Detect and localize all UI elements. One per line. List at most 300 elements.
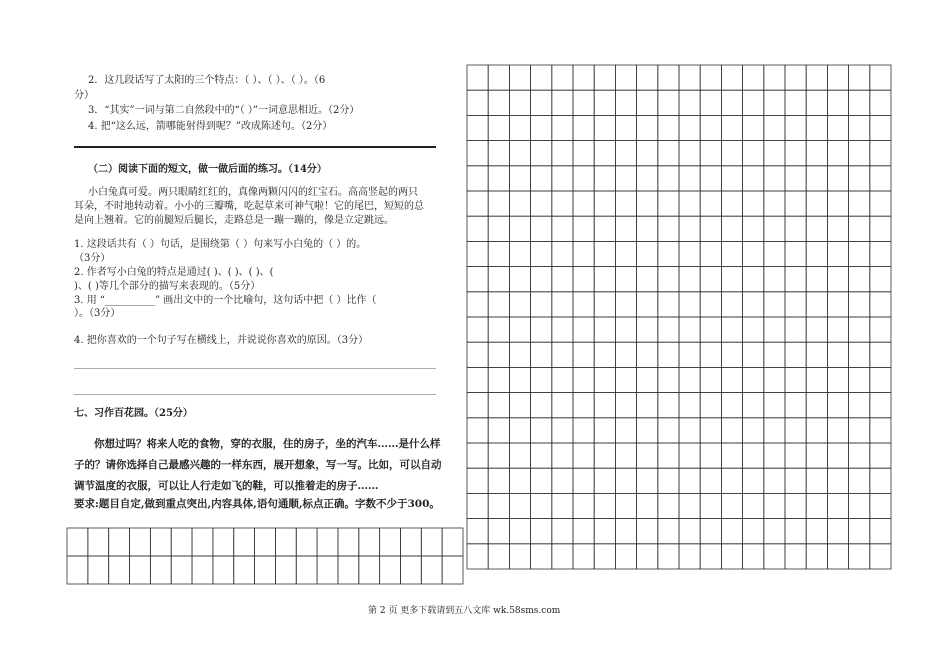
grid-cell[interactable] <box>615 65 636 90</box>
grid-cell[interactable] <box>658 443 679 468</box>
grid-cell[interactable] <box>509 342 530 367</box>
grid-cell[interactable] <box>700 367 721 392</box>
grid-cell[interactable] <box>488 191 509 216</box>
grid-cell[interactable] <box>509 393 530 418</box>
grid-cell[interactable] <box>594 65 615 90</box>
grid-cell[interactable] <box>827 166 848 191</box>
grid-cell[interactable] <box>849 468 870 493</box>
grid-cell[interactable] <box>573 519 594 544</box>
grid-cell[interactable] <box>679 519 700 544</box>
grid-cell[interactable] <box>255 556 276 584</box>
grid-cell[interactable] <box>488 493 509 518</box>
grid-cell[interactable] <box>552 418 573 443</box>
grid-cell[interactable] <box>467 90 488 115</box>
grid-cell[interactable] <box>171 556 192 584</box>
grid-cell[interactable] <box>849 493 870 518</box>
grid-cell[interactable] <box>615 443 636 468</box>
grid-cell[interactable] <box>743 342 764 367</box>
grid-cell[interactable] <box>615 191 636 216</box>
grid-cell[interactable] <box>509 317 530 342</box>
grid-cell[interactable] <box>552 166 573 191</box>
grid-cell[interactable] <box>785 90 806 115</box>
grid-cell[interactable] <box>192 528 213 556</box>
grid-cell[interactable] <box>785 292 806 317</box>
grid-cell[interactable] <box>658 141 679 166</box>
grid-cell[interactable] <box>488 367 509 392</box>
grid-cell[interactable] <box>615 342 636 367</box>
grid-cell[interactable] <box>552 544 573 569</box>
grid-cell[interactable] <box>594 342 615 367</box>
grid-cell[interactable] <box>637 65 658 90</box>
grid-cell[interactable] <box>785 393 806 418</box>
grid-cell[interactable] <box>150 556 171 584</box>
grid-cell[interactable] <box>700 544 721 569</box>
grid-cell[interactable] <box>552 141 573 166</box>
grid-cell[interactable] <box>721 544 742 569</box>
grid-cell[interactable] <box>615 141 636 166</box>
grid-cell[interactable] <box>658 418 679 443</box>
grid-cell[interactable] <box>764 443 785 468</box>
grid-cell[interactable] <box>743 468 764 493</box>
grid-cell[interactable] <box>552 443 573 468</box>
grid-cell[interactable] <box>150 528 171 556</box>
grid-cell[interactable] <box>743 418 764 443</box>
grid-cell[interactable] <box>806 493 827 518</box>
grid-cell[interactable] <box>849 317 870 342</box>
grid-cell[interactable] <box>721 267 742 292</box>
grid-cell[interactable] <box>827 367 848 392</box>
grid-cell[interactable] <box>849 519 870 544</box>
grid-cell[interactable] <box>552 292 573 317</box>
grid-cell[interactable] <box>700 493 721 518</box>
grid-cell[interactable] <box>806 519 827 544</box>
grid-cell[interactable] <box>467 65 488 90</box>
grid-cell[interactable] <box>509 544 530 569</box>
grid-cell[interactable] <box>849 443 870 468</box>
grid-cell[interactable] <box>594 191 615 216</box>
grid-cell[interactable] <box>594 90 615 115</box>
grid-cell[interactable] <box>870 292 891 317</box>
grid-cell[interactable] <box>573 90 594 115</box>
grid-cell[interactable] <box>785 493 806 518</box>
grid-cell[interactable] <box>658 241 679 266</box>
grid-cell[interactable] <box>573 468 594 493</box>
grid-cell[interactable] <box>488 544 509 569</box>
grid-cell[interactable] <box>467 141 488 166</box>
grid-cell[interactable] <box>637 191 658 216</box>
grid-cell[interactable] <box>573 493 594 518</box>
grid-cell[interactable] <box>531 267 552 292</box>
grid-cell[interactable] <box>552 90 573 115</box>
grid-cell[interactable] <box>743 519 764 544</box>
grid-cell[interactable] <box>255 528 276 556</box>
grid-cell[interactable] <box>827 191 848 216</box>
grid-cell[interactable] <box>785 367 806 392</box>
grid-cell[interactable] <box>764 115 785 140</box>
grid-cell[interactable] <box>827 115 848 140</box>
grid-cell[interactable] <box>275 556 296 584</box>
grid-cell[interactable] <box>743 393 764 418</box>
grid-cell[interactable] <box>764 292 785 317</box>
grid-cell[interactable] <box>870 493 891 518</box>
grid-cell[interactable] <box>870 317 891 342</box>
grid-cell[interactable] <box>743 90 764 115</box>
grid-cell[interactable] <box>679 191 700 216</box>
grid-cell[interactable] <box>827 519 848 544</box>
grid-cell[interactable] <box>806 141 827 166</box>
grid-cell[interactable] <box>637 493 658 518</box>
grid-cell[interactable] <box>531 317 552 342</box>
grid-cell[interactable] <box>531 393 552 418</box>
grid-cell[interactable] <box>849 141 870 166</box>
grid-cell[interactable] <box>594 241 615 266</box>
grid-cell[interactable] <box>531 115 552 140</box>
grid-cell[interactable] <box>421 556 442 584</box>
grid-cell[interactable] <box>743 141 764 166</box>
grid-cell[interactable] <box>827 267 848 292</box>
grid-cell[interactable] <box>849 166 870 191</box>
grid-cell[interactable] <box>615 367 636 392</box>
grid-cell[interactable] <box>637 216 658 241</box>
grid-cell[interactable] <box>743 241 764 266</box>
grid-cell[interactable] <box>442 528 463 556</box>
grid-cell[interactable] <box>721 367 742 392</box>
grid-cell[interactable] <box>615 519 636 544</box>
grid-cell[interactable] <box>573 115 594 140</box>
grid-cell[interactable] <box>552 393 573 418</box>
grid-cell[interactable] <box>721 115 742 140</box>
grid-cell[interactable] <box>658 393 679 418</box>
grid-cell[interactable] <box>296 556 317 584</box>
grid-cell[interactable] <box>275 528 296 556</box>
grid-cell[interactable] <box>637 519 658 544</box>
grid-cell[interactable] <box>594 493 615 518</box>
grid-cell[interactable] <box>743 317 764 342</box>
grid-cell[interactable] <box>531 342 552 367</box>
grid-cell[interactable] <box>637 115 658 140</box>
grid-cell[interactable] <box>467 418 488 443</box>
grid-cell[interactable] <box>679 493 700 518</box>
grid-cell[interactable] <box>67 556 88 584</box>
grid-cell[interactable] <box>509 292 530 317</box>
grid-cell[interactable] <box>785 418 806 443</box>
grid-cell[interactable] <box>764 191 785 216</box>
grid-cell[interactable] <box>870 141 891 166</box>
grid-cell[interactable] <box>849 544 870 569</box>
grid-cell[interactable] <box>849 367 870 392</box>
grid-cell[interactable] <box>700 166 721 191</box>
grid-cell[interactable] <box>467 544 488 569</box>
grid-cell[interactable] <box>849 216 870 241</box>
grid-cell[interactable] <box>615 216 636 241</box>
grid-cell[interactable] <box>849 267 870 292</box>
grid-cell[interactable] <box>679 367 700 392</box>
grid-cell[interactable] <box>700 519 721 544</box>
grid-cell[interactable] <box>849 90 870 115</box>
grid-cell[interactable] <box>721 141 742 166</box>
grid-cell[interactable] <box>509 166 530 191</box>
grid-cell[interactable] <box>700 443 721 468</box>
right-writing-grid[interactable] <box>466 64 892 570</box>
grid-cell[interactable] <box>552 115 573 140</box>
grid-cell[interactable] <box>488 342 509 367</box>
grid-cell[interactable] <box>679 141 700 166</box>
grid-cell[interactable] <box>531 544 552 569</box>
grid-cell[interactable] <box>637 367 658 392</box>
grid-cell[interactable] <box>764 367 785 392</box>
grid-cell[interactable] <box>806 90 827 115</box>
grid-cell[interactable] <box>721 191 742 216</box>
grid-cell[interactable] <box>743 65 764 90</box>
grid-cell[interactable] <box>785 65 806 90</box>
grid-cell[interactable] <box>67 528 88 556</box>
grid-cell[interactable] <box>785 166 806 191</box>
grid-cell[interactable] <box>679 342 700 367</box>
grid-cell[interactable] <box>552 267 573 292</box>
grid-cell[interactable] <box>849 241 870 266</box>
grid-cell[interactable] <box>467 367 488 392</box>
grid-cell[interactable] <box>467 241 488 266</box>
grid-cell[interactable] <box>806 166 827 191</box>
grid-cell[interactable] <box>849 342 870 367</box>
grid-cell[interactable] <box>509 468 530 493</box>
grid-cell[interactable] <box>870 519 891 544</box>
grid-cell[interactable] <box>531 468 552 493</box>
grid-cell[interactable] <box>806 267 827 292</box>
grid-cell[interactable] <box>594 393 615 418</box>
grid-cell[interactable] <box>679 418 700 443</box>
grid-cell[interactable] <box>827 393 848 418</box>
grid-cell[interactable] <box>764 241 785 266</box>
grid-cell[interactable] <box>806 367 827 392</box>
grid-cell[interactable] <box>700 342 721 367</box>
grid-cell[interactable] <box>870 115 891 140</box>
grid-cell[interactable] <box>827 418 848 443</box>
grid-cell[interactable] <box>721 317 742 342</box>
grid-cell[interactable] <box>637 292 658 317</box>
grid-cell[interactable] <box>658 317 679 342</box>
grid-cell[interactable] <box>679 468 700 493</box>
grid-cell[interactable] <box>827 544 848 569</box>
grid-cell[interactable] <box>849 191 870 216</box>
grid-cell[interactable] <box>679 317 700 342</box>
grid-cell[interactable] <box>827 342 848 367</box>
grid-cell[interactable] <box>658 216 679 241</box>
left-writing-grid[interactable] <box>66 527 466 587</box>
grid-cell[interactable] <box>488 141 509 166</box>
grid-cell[interactable] <box>488 468 509 493</box>
grid-cell[interactable] <box>488 115 509 140</box>
grid-cell[interactable] <box>806 443 827 468</box>
grid-cell[interactable] <box>679 443 700 468</box>
grid-cell[interactable] <box>764 468 785 493</box>
grid-cell[interactable] <box>785 317 806 342</box>
grid-cell[interactable] <box>467 292 488 317</box>
grid-cell[interactable] <box>467 493 488 518</box>
grid-cell[interactable] <box>827 292 848 317</box>
grid-cell[interactable] <box>488 292 509 317</box>
grid-cell[interactable] <box>658 65 679 90</box>
grid-cell[interactable] <box>467 267 488 292</box>
grid-cell[interactable] <box>467 317 488 342</box>
grid-cell[interactable] <box>509 216 530 241</box>
grid-cell[interactable] <box>637 544 658 569</box>
grid-cell[interactable] <box>700 468 721 493</box>
grid-cell[interactable] <box>509 90 530 115</box>
grid-cell[interactable] <box>594 115 615 140</box>
grid-cell[interactable] <box>573 241 594 266</box>
grid-cell[interactable] <box>615 166 636 191</box>
grid-cell[interactable] <box>338 556 359 584</box>
grid-cell[interactable] <box>849 65 870 90</box>
grid-cell[interactable] <box>637 267 658 292</box>
grid-cell[interactable] <box>658 519 679 544</box>
grid-cell[interactable] <box>827 493 848 518</box>
grid-cell[interactable] <box>721 216 742 241</box>
grid-cell[interactable] <box>573 342 594 367</box>
grid-cell[interactable] <box>552 519 573 544</box>
grid-cell[interactable] <box>658 342 679 367</box>
grid-cell[interactable] <box>764 493 785 518</box>
grid-cell[interactable] <box>700 292 721 317</box>
grid-cell[interactable] <box>594 216 615 241</box>
grid-cell[interactable] <box>488 90 509 115</box>
grid-cell[interactable] <box>509 141 530 166</box>
grid-cell[interactable] <box>552 191 573 216</box>
grid-cell[interactable] <box>658 292 679 317</box>
grid-cell[interactable] <box>806 342 827 367</box>
grid-cell[interactable] <box>806 468 827 493</box>
grid-cell[interactable] <box>870 418 891 443</box>
grid-cell[interactable] <box>827 317 848 342</box>
grid-cell[interactable] <box>615 115 636 140</box>
grid-cell[interactable] <box>785 544 806 569</box>
grid-cell[interactable] <box>637 141 658 166</box>
grid-cell[interactable] <box>870 342 891 367</box>
grid-cell[interactable] <box>721 493 742 518</box>
grid-cell[interactable] <box>764 393 785 418</box>
grid-cell[interactable] <box>637 468 658 493</box>
grid-cell[interactable] <box>721 468 742 493</box>
grid-cell[interactable] <box>870 393 891 418</box>
grid-cell[interactable] <box>658 544 679 569</box>
grid-cell[interactable] <box>509 241 530 266</box>
grid-cell[interactable] <box>806 418 827 443</box>
grid-cell[interactable] <box>615 393 636 418</box>
grid-cell[interactable] <box>615 267 636 292</box>
grid-cell[interactable] <box>743 367 764 392</box>
grid-cell[interactable] <box>531 166 552 191</box>
grid-cell[interactable] <box>509 418 530 443</box>
grid-cell[interactable] <box>785 468 806 493</box>
grid-cell[interactable] <box>573 544 594 569</box>
grid-cell[interactable] <box>764 166 785 191</box>
grid-cell[interactable] <box>573 393 594 418</box>
grid-cell[interactable] <box>467 519 488 544</box>
grid-cell[interactable] <box>594 418 615 443</box>
grid-cell[interactable] <box>488 241 509 266</box>
grid-cell[interactable] <box>637 90 658 115</box>
grid-cell[interactable] <box>679 292 700 317</box>
grid-cell[interactable] <box>700 65 721 90</box>
grid-cell[interactable] <box>637 166 658 191</box>
grid-cell[interactable] <box>573 418 594 443</box>
grid-cell[interactable] <box>296 528 317 556</box>
grid-cell[interactable] <box>573 443 594 468</box>
grid-cell[interactable] <box>764 544 785 569</box>
grid-cell[interactable] <box>109 528 130 556</box>
grid-cell[interactable] <box>594 292 615 317</box>
grid-cell[interactable] <box>700 241 721 266</box>
grid-cell[interactable] <box>531 191 552 216</box>
grid-cell[interactable] <box>785 342 806 367</box>
grid-cell[interactable] <box>721 393 742 418</box>
grid-cell[interactable] <box>806 544 827 569</box>
grid-cell[interactable] <box>594 267 615 292</box>
grid-cell[interactable] <box>509 65 530 90</box>
grid-cell[interactable] <box>658 166 679 191</box>
grid-cell[interactable] <box>552 367 573 392</box>
grid-cell[interactable] <box>700 267 721 292</box>
grid-cell[interactable] <box>615 418 636 443</box>
grid-cell[interactable] <box>764 342 785 367</box>
grid-cell[interactable] <box>467 342 488 367</box>
grid-cell[interactable] <box>171 528 192 556</box>
grid-cell[interactable] <box>594 141 615 166</box>
grid-cell[interactable] <box>827 241 848 266</box>
grid-cell[interactable] <box>88 556 109 584</box>
grid-cell[interactable] <box>488 418 509 443</box>
grid-cell[interactable] <box>338 528 359 556</box>
grid-cell[interactable] <box>488 216 509 241</box>
grid-cell[interactable] <box>658 191 679 216</box>
grid-cell[interactable] <box>743 267 764 292</box>
grid-cell[interactable] <box>488 267 509 292</box>
grid-cell[interactable] <box>827 468 848 493</box>
grid-cell[interactable] <box>637 342 658 367</box>
grid-cell[interactable] <box>870 443 891 468</box>
grid-cell[interactable] <box>870 65 891 90</box>
grid-cell[interactable] <box>467 443 488 468</box>
grid-cell[interactable] <box>870 90 891 115</box>
grid-cell[interactable] <box>573 267 594 292</box>
grid-cell[interactable] <box>130 556 151 584</box>
grid-cell[interactable] <box>531 493 552 518</box>
grid-cell[interactable] <box>509 115 530 140</box>
grid-cell[interactable] <box>615 544 636 569</box>
grid-cell[interactable] <box>317 556 338 584</box>
grid-cell[interactable] <box>573 191 594 216</box>
grid-cell[interactable] <box>192 556 213 584</box>
grid-cell[interactable] <box>213 528 234 556</box>
grid-cell[interactable] <box>509 191 530 216</box>
grid-cell[interactable] <box>827 90 848 115</box>
grid-cell[interactable] <box>870 166 891 191</box>
grid-cell[interactable] <box>467 468 488 493</box>
grid-cell[interactable] <box>380 528 401 556</box>
grid-cell[interactable] <box>679 393 700 418</box>
grid-cell[interactable] <box>637 241 658 266</box>
grid-cell[interactable] <box>442 556 463 584</box>
grid-cell[interactable] <box>679 115 700 140</box>
grid-cell[interactable] <box>658 493 679 518</box>
grid-cell[interactable] <box>849 115 870 140</box>
grid-cell[interactable] <box>679 544 700 569</box>
grid-cell[interactable] <box>785 241 806 266</box>
grid-cell[interactable] <box>531 216 552 241</box>
grid-cell[interactable] <box>679 65 700 90</box>
grid-cell[interactable] <box>700 90 721 115</box>
